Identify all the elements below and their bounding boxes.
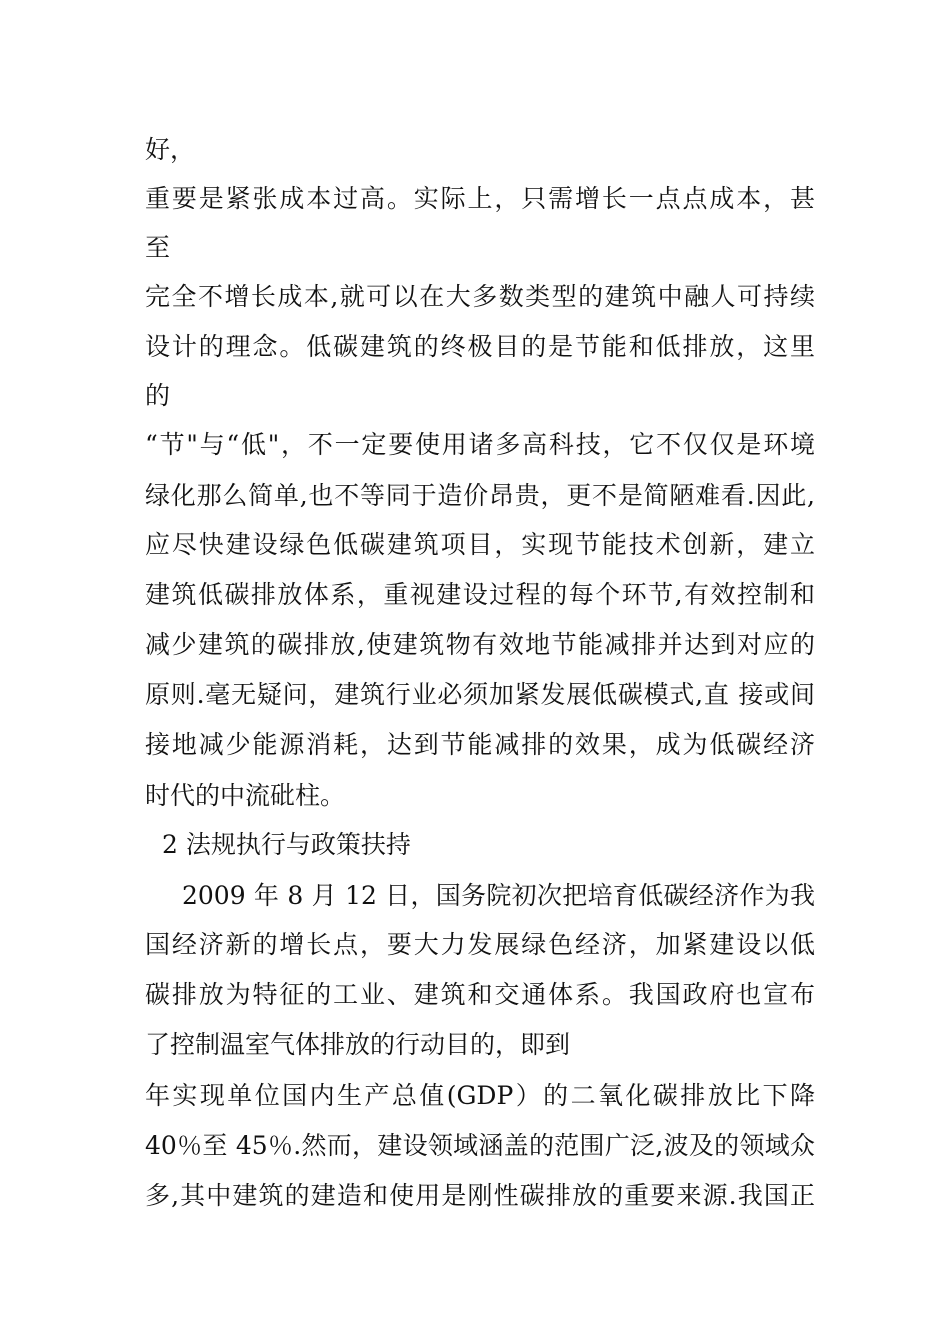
text-line: 设计的理念。低碳建筑的终极目的是节能和低排放，这里: [145, 332, 815, 361]
text-line: 国经济新的增长点，要大力发展绿色经济，加紧建设以低: [145, 930, 815, 959]
section-heading: 2 法规执行与政策扶持: [162, 830, 411, 859]
text-line: 接地减少能源消耗，达到节能减排的效果，成为低碳经济: [145, 730, 815, 759]
text-line: 年实现单位国内生产总值(GDP）的二氧化碳排放比下降: [145, 1081, 815, 1110]
text-line: 原则.毫无疑问，建筑行业必须加紧发展低碳模式,直 接或间: [145, 680, 815, 709]
text-line: 多,其中建筑的建造和使用是刚性碳排放的重要来源.我国正: [145, 1181, 815, 1210]
text-line: 的: [145, 381, 171, 410]
text-line: 建筑低碳排放体系，重视建设过程的每个环节,有效控制和: [145, 580, 815, 609]
text-line: 时代的中流砒柱。: [145, 781, 346, 810]
text-line: 好，: [145, 135, 196, 164]
text-line: 碳排放为特征的工业、建筑和交通体系。我国政府也宣布: [145, 980, 815, 1009]
text-line: 完全不增长成本,就可以在大多数类型的建筑中融人可持续: [145, 282, 815, 311]
text-line: 2009 年 8 月 12 日，国务院初次把培育低碳经济作为我: [182, 881, 815, 910]
text-line: 40％至 45％.然而，建设领域涵盖的范围广泛,波及的领域众: [145, 1131, 815, 1160]
text-line: 至: [145, 233, 171, 262]
text-line: 重要是紧张成本过高。实际上，只需增长一点点成本，甚: [145, 184, 815, 213]
text-line: 减少建筑的碳排放,使建筑物有效地节能减排并达到对应的: [145, 630, 815, 659]
text-line: 了控制温室气体排放的行动目的，即到: [145, 1030, 571, 1059]
text-line: 应尽快建设绿色低碳建筑项目，实现节能技术创新，建立: [145, 530, 815, 559]
text-line: 绿化那么简单,也不等同于造价昂贵，更不是简陋难看.因此,: [145, 481, 815, 510]
text-line: “节"与“低"，不一定要使用诸多高科技，它不仅仅是环境: [145, 430, 815, 459]
